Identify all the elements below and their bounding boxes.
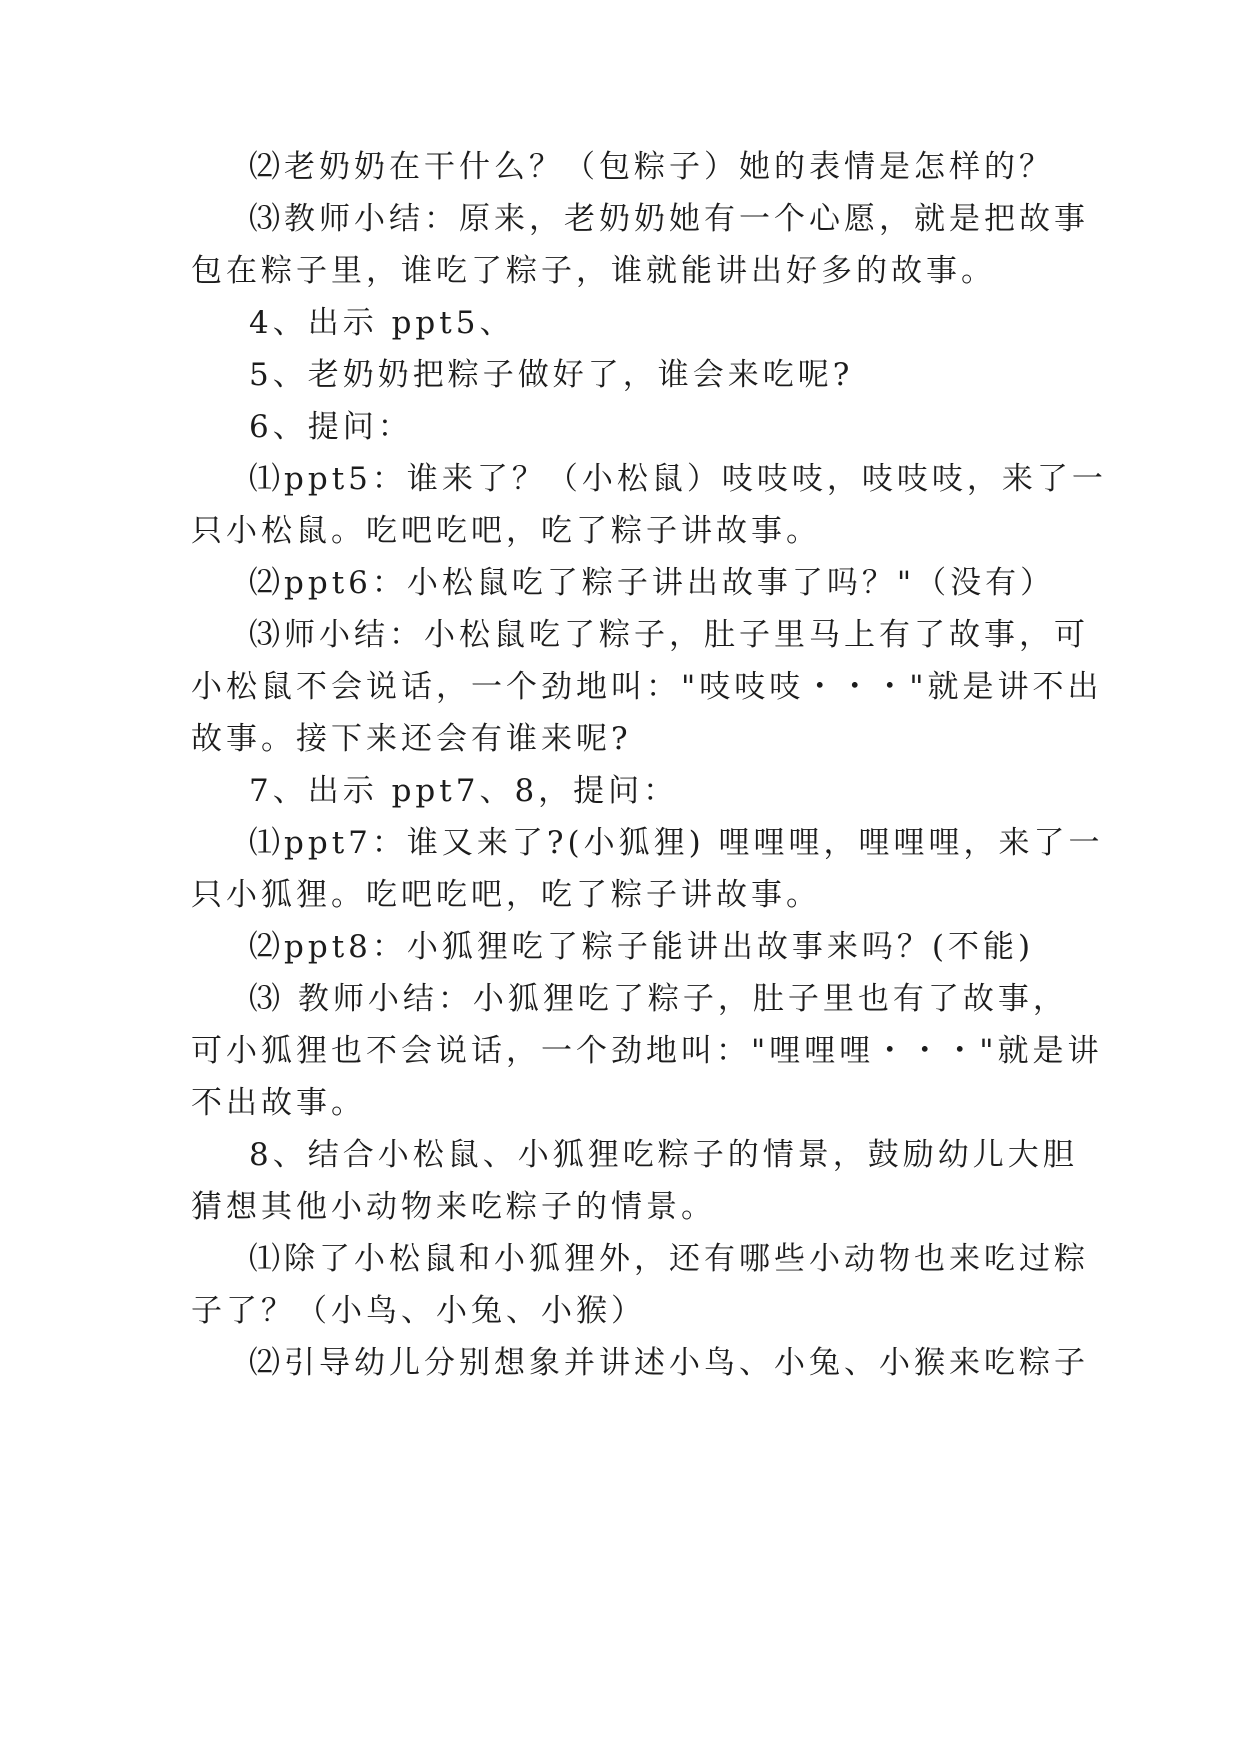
text-line: 4、出示 ppt5、 (249, 305, 515, 341)
text-line: 8、结合小松鼠、小狐狸吃粽子的情景，鼓励幼儿大胆 (249, 1137, 1078, 1173)
text-line: 小松鼠不会说话，一个劲地叫："吱吱吱・・・"就是讲不出 (191, 669, 1103, 705)
text-line: 只小松鼠。吃吧吃吧，吃了粽子讲故事。 (191, 513, 821, 549)
text-line: 不出故事。 (191, 1085, 366, 1121)
text-line: ⑴ppt5：谁来了？（小松鼠）吱吱吱，吱吱吱，来了一 (249, 461, 1107, 497)
text-line: 包在粽子里，谁吃了粽子，谁就能讲出好多的故事。 (191, 253, 996, 289)
text-line: 只小狐狸。吃吧吃吧，吃了粽子讲故事。 (191, 877, 821, 913)
text-line: 7、出示 ppt7、8，提问： (249, 773, 679, 809)
text-line: 故事。接下来还会有谁来呢? (191, 721, 632, 757)
text-line: ⑴ppt7：谁又来了?(小狐狸) 哩哩哩，哩哩哩，来了一 (249, 825, 1104, 861)
text-line: 猜想其他小动物来吃粽子的情景。 (191, 1189, 716, 1225)
text-line: ⑵老奶奶在干什么？（包粽子）她的表情是怎样的？ (249, 149, 1054, 185)
text-line: ⑶ 教师小结：小狐狸吃了粽子，肚子里也有了故事， (249, 981, 1068, 1017)
text-line: ⑶师小结：小松鼠吃了粽子，肚子里马上有了故事，可 (249, 617, 1089, 653)
text-line: ⑵ppt8：小狐狸吃了粽子能讲出故事来吗？(不能) (249, 929, 1035, 965)
text-line: ⑵引导幼儿分别想象并讲述小鸟、小兔、小猴来吃粽子 (249, 1345, 1089, 1381)
text-line: ⑴除了小松鼠和小狐狸外，还有哪些小动物也来吃过粽 (249, 1241, 1089, 1277)
text-line: ⑵ppt6：小松鼠吃了粽子讲出故事了吗？"（没有） (249, 565, 1056, 601)
text-line: 可小狐狸也不会说话，一个劲地叫："哩哩哩・・・"就是讲 (191, 1033, 1103, 1069)
text-line: 子了？（小鸟、小兔、小猴） (191, 1293, 646, 1329)
text-line: ⑶教师小结：原来，老奶奶她有一个心愿，就是把故事 (249, 201, 1089, 237)
text-line: 5、老奶奶把粽子做好了，谁会来吃呢? (249, 357, 854, 393)
text-line: 6、提问： (249, 409, 413, 445)
